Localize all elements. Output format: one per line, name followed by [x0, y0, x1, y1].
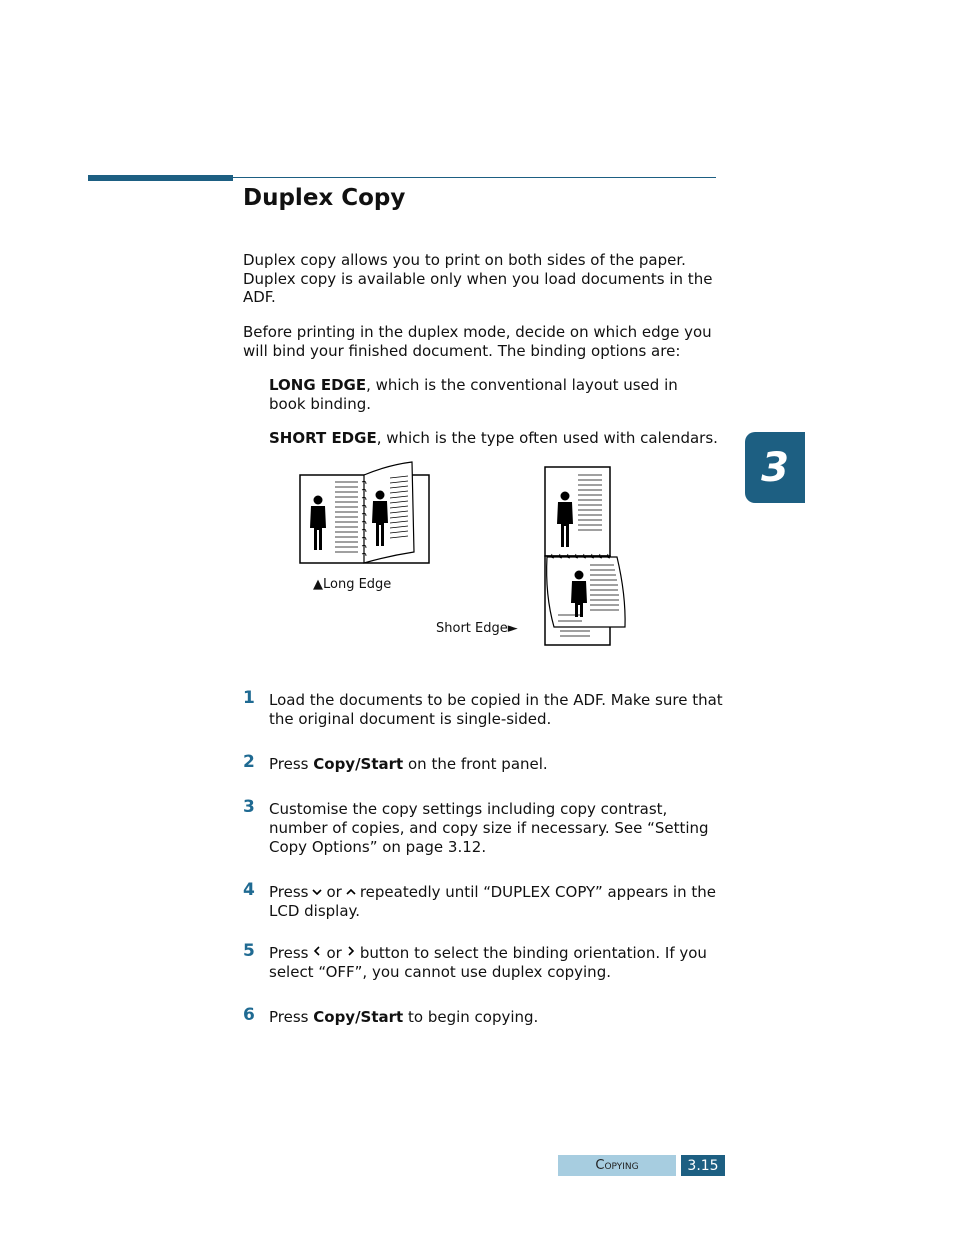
step-post: repeatedly until “DUPLEX COPY” appears in the LCD display. [269, 883, 716, 920]
short-edge-illustration [542, 465, 630, 647]
header-rule-thick [88, 175, 233, 181]
step-pre: Press [269, 1008, 314, 1026]
option-text: , which is the type often used with calendars. [376, 429, 718, 447]
step-text: Load the documents to be copied in the ADF. Make sure that the original document is single-sided. [269, 691, 723, 728]
step-number: 2 [243, 752, 255, 772]
option-long-edge [269, 376, 719, 413]
down-arrow-icon [311, 883, 323, 902]
up-pointer-icon: ▲ [313, 577, 323, 592]
button-name: Copy/Start [313, 755, 404, 773]
long-edge-caption [313, 577, 391, 592]
long-edge-caption-text: Long Edge [323, 577, 392, 592]
step-number: 1 [243, 688, 255, 708]
step-text [269, 1008, 724, 1027]
option-short-edge [269, 429, 719, 448]
option-text: , which is the conventional layout used in book binding. [269, 376, 678, 413]
step-or: or [326, 944, 342, 962]
step-number: 6 [243, 1005, 255, 1025]
intro-paragraph-1: Duplex copy allows you to print on both sides of the paper. Duplex copy is available only when you load documents in the ADF. [243, 251, 713, 306]
long-edge-illustration [298, 460, 432, 566]
step-number: 5 [243, 941, 255, 961]
step-text: Customise the copy settings including copy contrast, number of copies, and copy size if necessary. See “Setting Copy Options” on page 3.12. [269, 800, 709, 856]
step-number: 3 [243, 797, 255, 817]
step-post: on the front panel. [403, 755, 548, 773]
step-pre: Press [269, 755, 314, 773]
page-title: Duplex Copy [243, 185, 406, 211]
step-pre: Press [269, 944, 309, 962]
right-arrow-icon [345, 944, 357, 963]
left-arrow-icon [311, 944, 323, 963]
step-post: to begin copying. [403, 1008, 539, 1026]
step-pre: Press [269, 883, 309, 901]
option-term: SHORT EDGE [269, 429, 377, 447]
footer-page-number: 3.15 [681, 1155, 725, 1176]
step-text [269, 883, 724, 921]
right-pointer-icon: ► [507, 621, 518, 636]
short-edge-caption-text: Short Edge [436, 621, 508, 636]
button-name: Copy/Start [313, 1008, 404, 1026]
header-rule-thin [233, 177, 716, 178]
step-post: button to select the binding orientation. If you select “OFF”, you cannot use duplex copying. [269, 944, 707, 981]
short-edge-caption [436, 621, 518, 636]
step-text [269, 755, 724, 774]
step-number: 4 [243, 880, 255, 900]
step-or: or [326, 883, 342, 901]
chapter-tab: 3 [745, 432, 805, 503]
option-term: LONG EDGE [269, 376, 367, 394]
footer-section-label: Copying [558, 1155, 676, 1176]
up-arrow-icon [345, 883, 357, 902]
intro-paragraph-2: Before printing in the duplex mode, decide on which edge you will bind your finished document. The binding options are: [243, 323, 712, 360]
step-text [269, 944, 724, 982]
